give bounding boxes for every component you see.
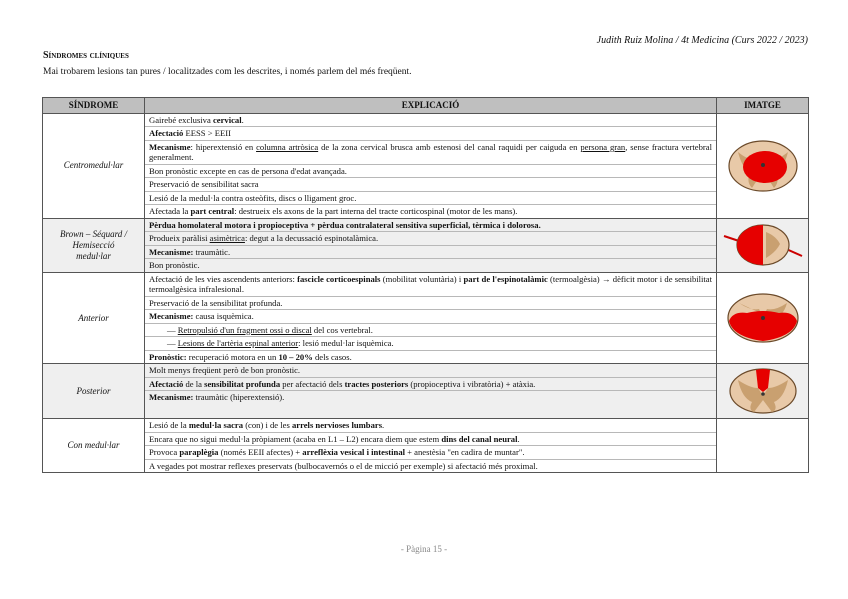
explanation-line: Pronòstic: recuperació motora en un 10 – 20% dels casos.: [149, 351, 352, 362]
explanation-line: Provoca paraplègia (només EEII afectes) + arreflèxia vesical i intestinal + anestèsia "en cadira de muntar".: [145, 446, 716, 459]
explanation-line: Mecanisme: traumàtic (hiperextensió).: [149, 392, 285, 403]
section-title: Síndromes clíniques: [43, 50, 129, 61]
syndrome-image-cell: [717, 272, 809, 363]
syndromes-table: [42, 97, 809, 473]
explanation-line: Mecanisme: traumàtic.: [145, 246, 716, 259]
explanation-subline: — Lesions de l'artèria espinal anterior: lesió medul·lar isquèmica.: [145, 337, 716, 350]
spinal-cord-central-lesion-icon: [724, 138, 802, 194]
syndrome-image-cell: [717, 218, 809, 272]
syndrome-explanation: [145, 114, 717, 219]
explanation-line: Lesió de la medul·la sacra (con) i de les arrels nervioses lumbars.: [145, 419, 716, 432]
header-explanation: EXPLICACIÓ: [145, 98, 717, 114]
page-number: - Pàgina 15 -: [400, 544, 448, 554]
syndrome-name: Anterior: [43, 272, 145, 363]
table-row-brown-sequard: [43, 218, 809, 272]
explanation-line: Preservació de la sensibilitat profunda.: [145, 297, 716, 310]
syndrome-name: Posterior: [43, 364, 145, 419]
explanation-line: Bon pronòstic excepte en cas de persona d'edat avançada.: [145, 165, 716, 178]
explanation-line: Afectada la part central: destrueix els axons de la part interna del tracte corticospinal (motor de les mans).: [149, 206, 518, 217]
explanation-line: Afectació de les vies ascendents anteriors: fascicle corticoespinals (mobilitat voluntària) i part de l'espinotalàmic (termoalgèsia) → dèficit motor i de sensibilitat termoalgèsica infralesional.: [145, 273, 716, 297]
document-header: Judith Ruiz Molina / 4t Medicina (Curs 2022 / 2023): [596, 35, 808, 46]
explanation-line: Afectació de la sensibilitat profunda per afectació dels tractes posteriors (propioceptiva i vibratòria) + atàxia.: [145, 378, 716, 391]
syndrome-name: Con medul·lar: [43, 419, 145, 473]
explanation-line: Afectació EESS > EEII: [145, 127, 716, 140]
syndrome-name: Centromedul·lar: [43, 114, 145, 219]
syndrome-explanation: [145, 419, 717, 473]
syndrome-explanation: [145, 272, 717, 363]
explanation-line: Bon pronòstic.: [149, 260, 200, 271]
table-header-row: [43, 98, 809, 114]
explanation-line: Encara que no sigui medul·la pròpiament (acaba en L1 – L2) encara diem que estem dins del canal neural.: [145, 433, 716, 446]
explanation-line: Mecanisme: hiperextensió en columna artròsica de la zona cervical brusca amb estenosi del canal raquidi per caiguda en persona gran, sense fractura vertebral generalment.: [145, 141, 716, 165]
spinal-cord-posterior-lesion-icon: [726, 366, 800, 416]
syndrome-image-cell-empty: [717, 419, 809, 473]
table-row-centromedullar: [43, 114, 809, 219]
header-syndrome: SÍNDROME: [43, 98, 145, 114]
explanation-line: Preservació de sensibilitat sacra: [145, 178, 716, 191]
explanation-line: Molt menys freqüent però de bon pronòstic.: [145, 364, 716, 377]
spinal-cord-hemisection-icon: [722, 222, 804, 268]
syndrome-image-cell: [717, 364, 809, 419]
syndrome-image-cell: [717, 114, 809, 219]
spinal-cord-anterior-lesion-icon: [723, 291, 803, 345]
explanation-line: Gairebé exclusiva cervical.: [145, 114, 716, 127]
table-row-anterior: [43, 272, 809, 363]
explanation-subline: — Retropulsió d'un fragment ossi o discal del cos vertebral.: [145, 324, 716, 337]
explanation-line: A vegades pot mostrar reflexes preservats (bulbocavernós o el de micció per exemple) si afectació més proximal.: [149, 460, 538, 471]
explanation-line: Produeix paràlisi asimètrica: degut a la decussació espinotalàmica.: [145, 232, 716, 245]
explanation-line: Pèrdua homolateral motora i propioceptiva + pèrdua contralateral sensitiva superficial, tèrmica i dolorosa.: [145, 219, 716, 232]
header-image: IMATGE: [717, 98, 809, 114]
explanation-line: Mecanisme: causa isquèmica.: [145, 310, 716, 323]
table-row-con-medullar: [43, 419, 809, 473]
explanation-line: Lesió de la medul·la contra osteòfits, discs o lligament groc.: [145, 192, 716, 205]
table-row-posterior: [43, 364, 809, 419]
section-intro: Mai trobarem lesions tan pures / localitzades com les descrites, i només parlem del més freqüent.: [43, 67, 412, 77]
syndrome-explanation: [145, 218, 717, 272]
syndrome-name: Brown – Séquard / Hemisecció medul·lar: [43, 218, 145, 272]
syndrome-explanation: [145, 364, 717, 419]
